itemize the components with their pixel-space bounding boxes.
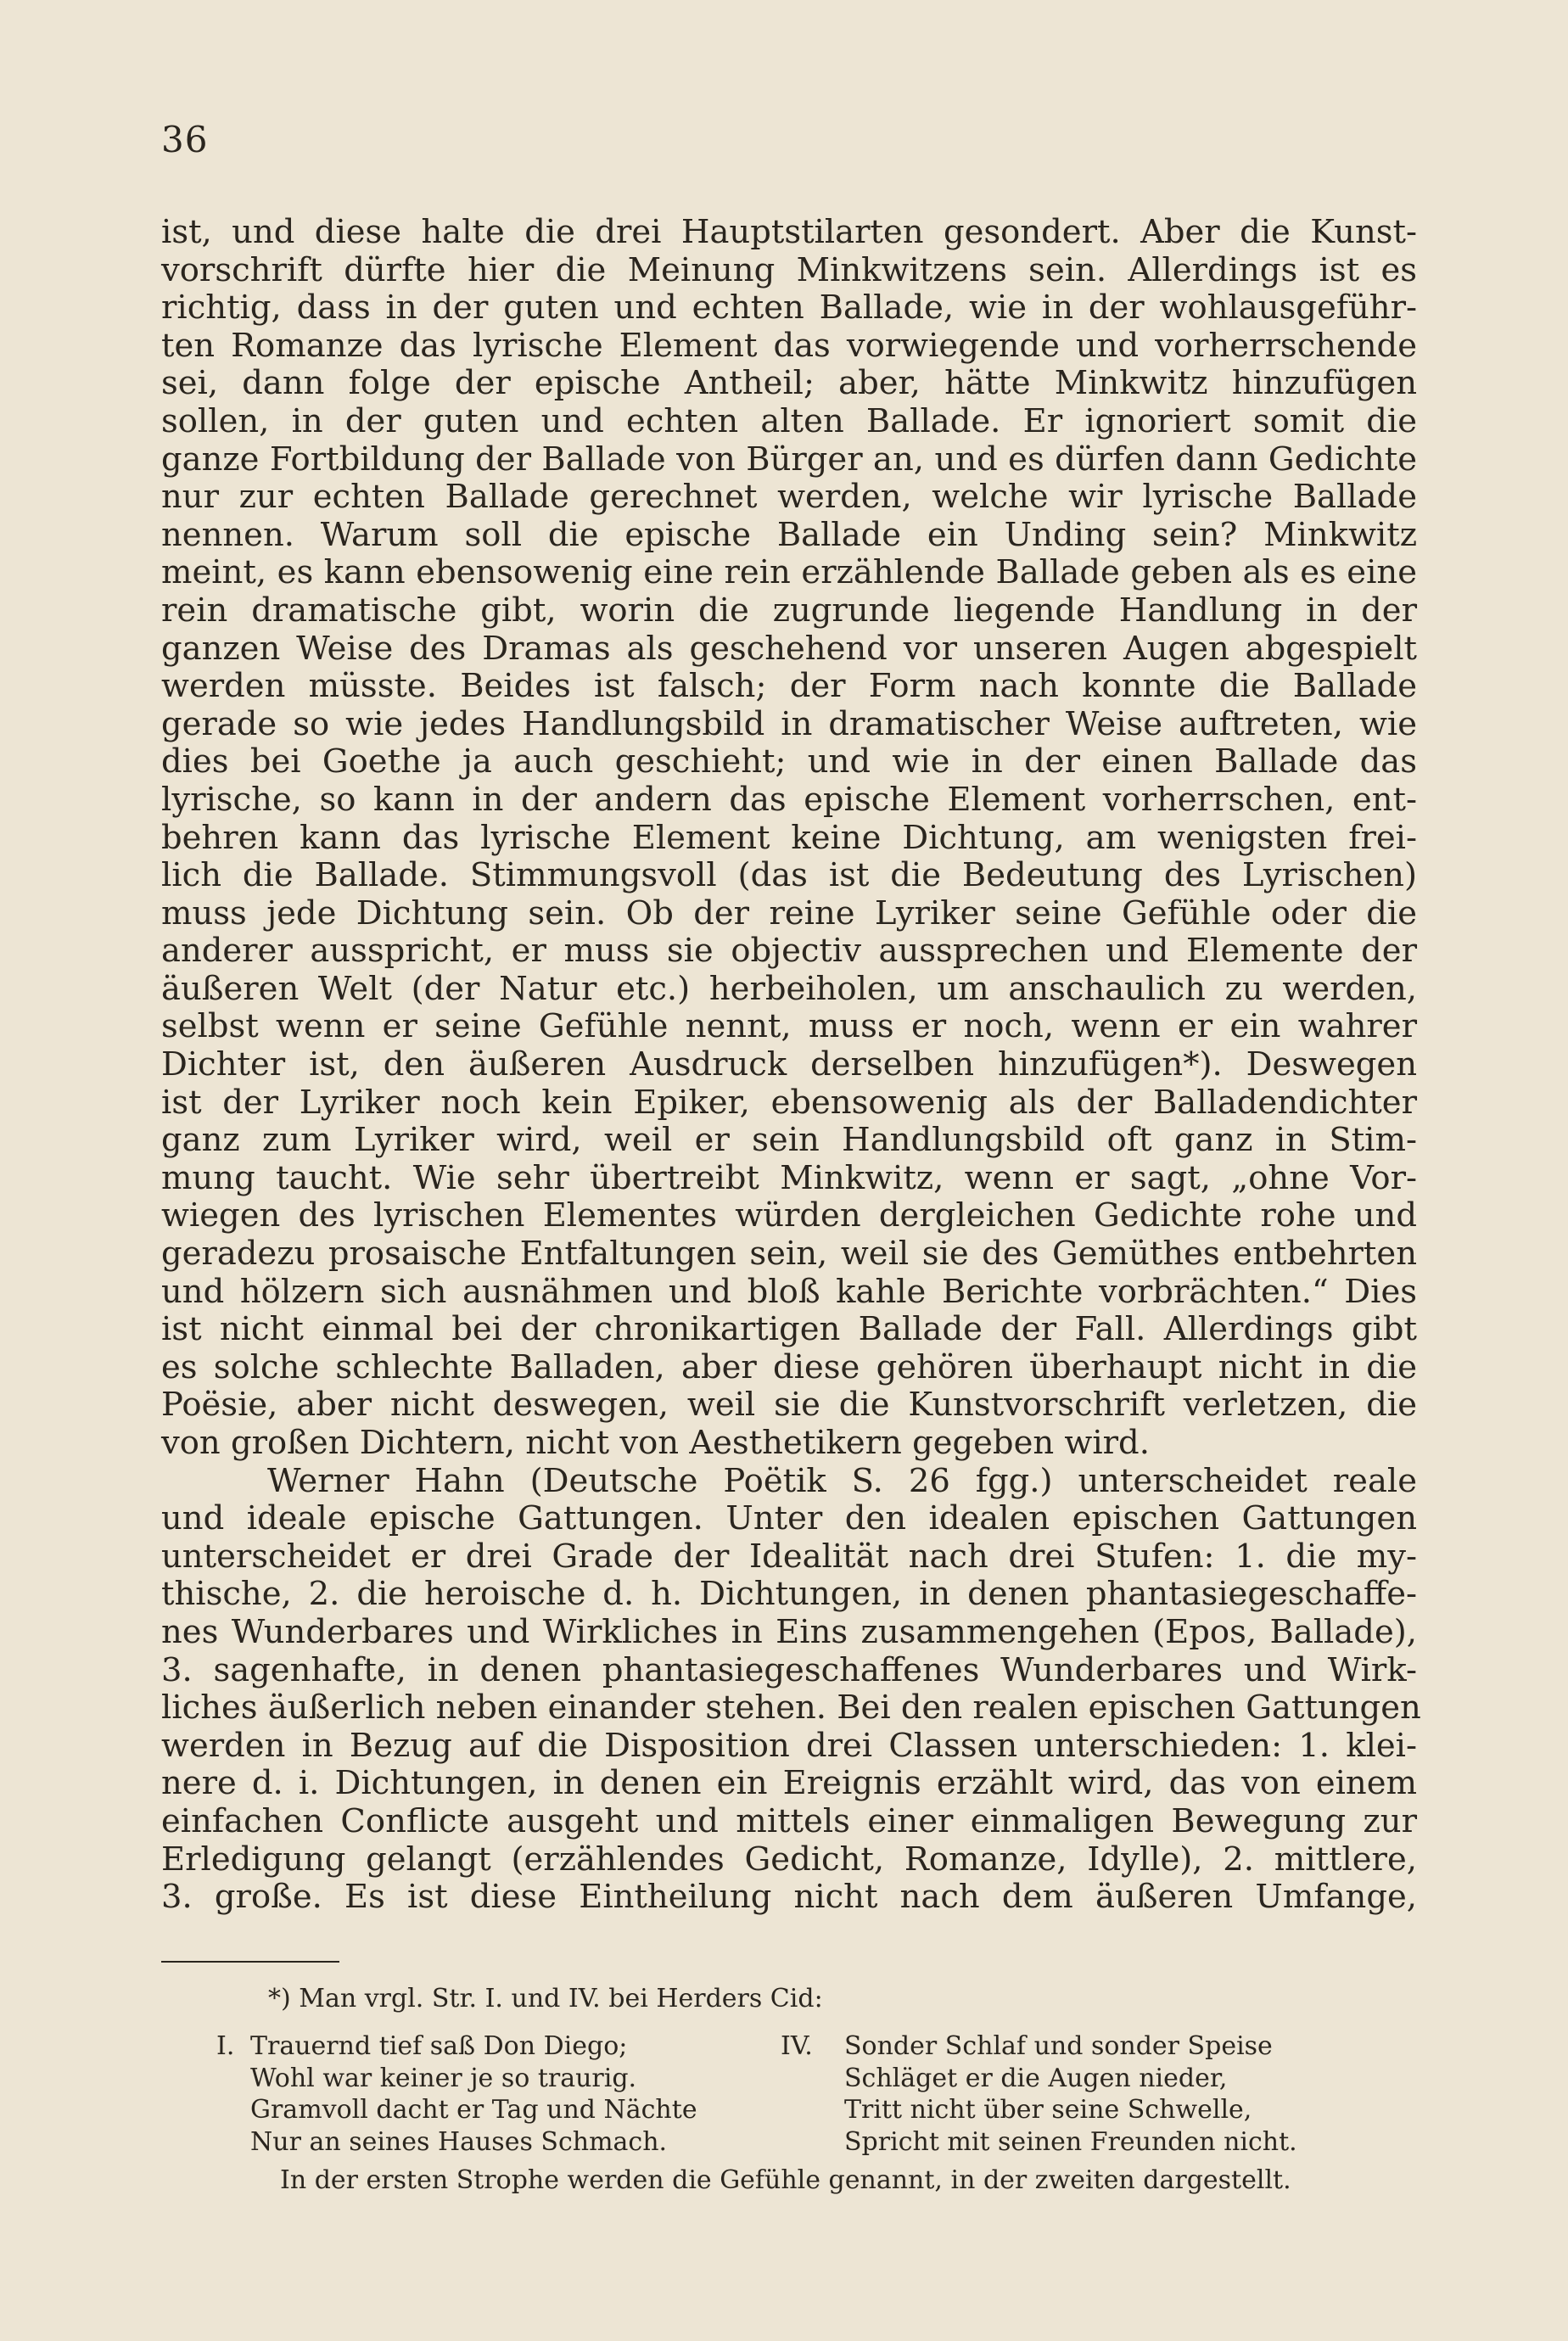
text-line: sei, dann folge der epische Antheil; aber, hätte Minkwitz hinzufügen <box>161 364 1417 403</box>
text-line: nes Wunderbares und Wirkliches in Eins zusammengehen (Epos, Ballade), <box>161 1612 1417 1651</box>
text-line: ganze Fortbildung der Ballade von Bürger an, und es dürfen dann Gedichte <box>161 440 1417 479</box>
text-line: selbst wenn er seine Gefühle nennt, muss er noch, wenn er ein wahrer <box>161 1007 1417 1046</box>
text-line: 3. sagenhafte, in denen phantasiegeschaffenes Wunderbares und Wirk- <box>161 1650 1417 1689</box>
verse-line: Gramvoll dacht er Tag und Nächte <box>250 2095 697 2125</box>
text-line: lich die Ballade. Stimmungsvoll (das ist die Bedeutung des Lyrischen) <box>161 856 1417 895</box>
text-line: nennen. Warum soll die epische Ballade ein Unding sein? Minkwitz <box>161 515 1417 554</box>
text-line: ganzen Weise des Dramas als geschehend vor unseren Augen abgespielt <box>161 629 1417 668</box>
text-line: und ideale epische Gattungen. Unter den idealen epischen Gattungen <box>161 1499 1417 1538</box>
text-line: nere d. i. Dichtungen, in denen ein Ereignis erzählt wird, das von einem <box>161 1764 1417 1803</box>
text-line: einfachen Conflicte ausgeht und mittels einer einmaligen Bewegung zur <box>161 1801 1417 1840</box>
verse-line-text: Sonder Schlaf und sonder Speise <box>844 2031 1273 2061</box>
text-line: lyrische, so kann in der andern das epische Element vorherrschen, ent- <box>161 780 1417 819</box>
text-line: Dichter ist, den äußeren Ausdruck derselben hinzufügen*). Deswegen <box>161 1045 1417 1084</box>
footnote-closing-text: In der ersten Strophe werden die Gefühle genannt, in der zweiten dargestellt. <box>280 2165 1291 2195</box>
text-line: thische, 2. die heroische d. h. Dichtungen, in denen phantasiegeschaffe- <box>161 1575 1417 1614</box>
text-line: rein dramatische gibt, worin die zugrunde liegende Handlung in der <box>161 591 1417 630</box>
verse-line: Spricht mit seinen Freunden nicht. <box>844 2126 1297 2157</box>
text-line: liches äußerlich neben einander stehen. Bei den realen epischen Gattungen <box>161 1689 1421 1728</box>
text-line: behren kann das lyrische Element keine Dichtung, am wenigsten frei- <box>161 818 1417 857</box>
text-line: äußeren Welt (der Natur etc.) herbeiholen, um anschaulich zu werden, <box>161 969 1417 1008</box>
text-line: wiegen des lyrischen Elementes würden dergleichen Gedichte rohe und <box>161 1196 1417 1235</box>
footnote-divider <box>161 1961 339 1963</box>
text-line: ganz zum Lyriker wird, weil er sein Handlungsbild oft ganz in Stim- <box>161 1121 1417 1160</box>
verse-line-text: Trauernd tief saß Don Diego; <box>250 2031 628 2061</box>
text-line: anderer ausspricht, er muss sie objectiv aussprechen und Elemente der <box>161 932 1417 971</box>
verse-line: Wohl war keiner je so traurig. <box>250 2063 637 2093</box>
verse-line: Tritt nicht über seine Schwelle, <box>844 2095 1252 2125</box>
text-line: ten Romanze das lyrische Element das vorwiegende und vorherrschende <box>161 326 1417 365</box>
text-line: meint, es kann ebensowenig eine rein erzählende Ballade geben als es eine <box>161 553 1417 592</box>
text-line: muss jede Dichtung sein. Ob der reine Lyriker seine Gefühle oder die <box>161 893 1417 932</box>
text-line: dies bei Goethe ja auch geschieht; und wie in der einen Ballade das <box>161 742 1417 781</box>
text-line: von großen Dichtern, nicht von Aesthetikern gegeben wird. <box>161 1424 1150 1462</box>
text-line: gerade so wie jedes Handlungsbild in dramatischer Weise auftreten, wie <box>161 704 1417 743</box>
verse-line <box>781 2030 1392 2063</box>
text-line: es solche schlechte Balladen, aber diese gehören überhaupt nicht in die <box>161 1347 1417 1386</box>
stanza-number: I. <box>216 2031 235 2061</box>
page-number: 36 <box>161 119 209 160</box>
text-line: richtig, dass in der guten und echten Ballade, wie in der wohlausgeführ- <box>161 288 1417 328</box>
verse-stanza-right <box>781 2030 1392 2158</box>
text-line: ist nicht einmal bei der chronikartigen Ballade der Fall. Allerdings gibt <box>161 1310 1417 1349</box>
verse-line: Nur an seines Hauses Schmach. <box>250 2126 668 2157</box>
verse-line: Schläget er die Augen nieder, <box>844 2063 1228 2093</box>
text-line: unterscheidet er drei Grade der Idealität nach drei Stufen: 1. die my- <box>161 1537 1417 1576</box>
text-line: ist der Lyriker noch kein Epiker, ebensowenig als der Balladendichter <box>161 1083 1417 1122</box>
text-line: werden müsste. Beides ist falsch; der Form nach konnte die Ballade <box>161 667 1417 706</box>
text-line: sollen, in der guten und echten alten Ballade. Er ignoriert somit die <box>161 401 1417 440</box>
verse-stanza-left <box>216 2030 759 2158</box>
text-line: Erledigung gelangt (erzählendes Gedicht, Romanze, Idylle), 2. mittlere, <box>161 1840 1417 1879</box>
text-line: Poësie, aber nicht deswegen, weil sie die Kunstvorschrift verletzen, die <box>161 1386 1417 1425</box>
text-line: vorschrift dürfte hier die Meinung Minkwitzens sein. Allerdings ist es <box>161 250 1417 289</box>
text-line: ist, und diese halte die drei Hauptstilarten gesondert. Aber die Kunst- <box>161 213 1417 251</box>
text-line: werden in Bezug auf die Disposition drei Classen unterschieden: 1. klei- <box>161 1726 1417 1765</box>
footnote-intro: *) Man vrgl. Str. I. und IV. bei Herders Cid: <box>268 1984 823 2013</box>
main-text-block <box>161 213 1421 1917</box>
text-line: geradezu prosaische Entfaltungen sein, weil sie des Gemüthes entbehrten <box>161 1235 1417 1274</box>
stanza-number: IV. <box>781 2031 813 2061</box>
text-line: 3. große. Es ist diese Eintheilung nicht nach dem äußeren Umfange, <box>161 1878 1417 1917</box>
text-line: nur zur echten Ballade gerechnet werden, welche wir lyrische Ballade <box>161 478 1417 517</box>
text-line: und hölzern sich ausnähmen und bloß kahle Berichte vorbrächten.“ Dies <box>161 1272 1417 1311</box>
text-line: Werner Hahn (Deutsche Poëtik S. 26 fgg.) unterscheidet reale <box>267 1461 1417 1500</box>
text-line: mung taucht. Wie sehr übertreibt Minkwitz, wenn er sagt, „ohne Vor- <box>161 1158 1417 1197</box>
verse-line <box>216 2030 759 2063</box>
